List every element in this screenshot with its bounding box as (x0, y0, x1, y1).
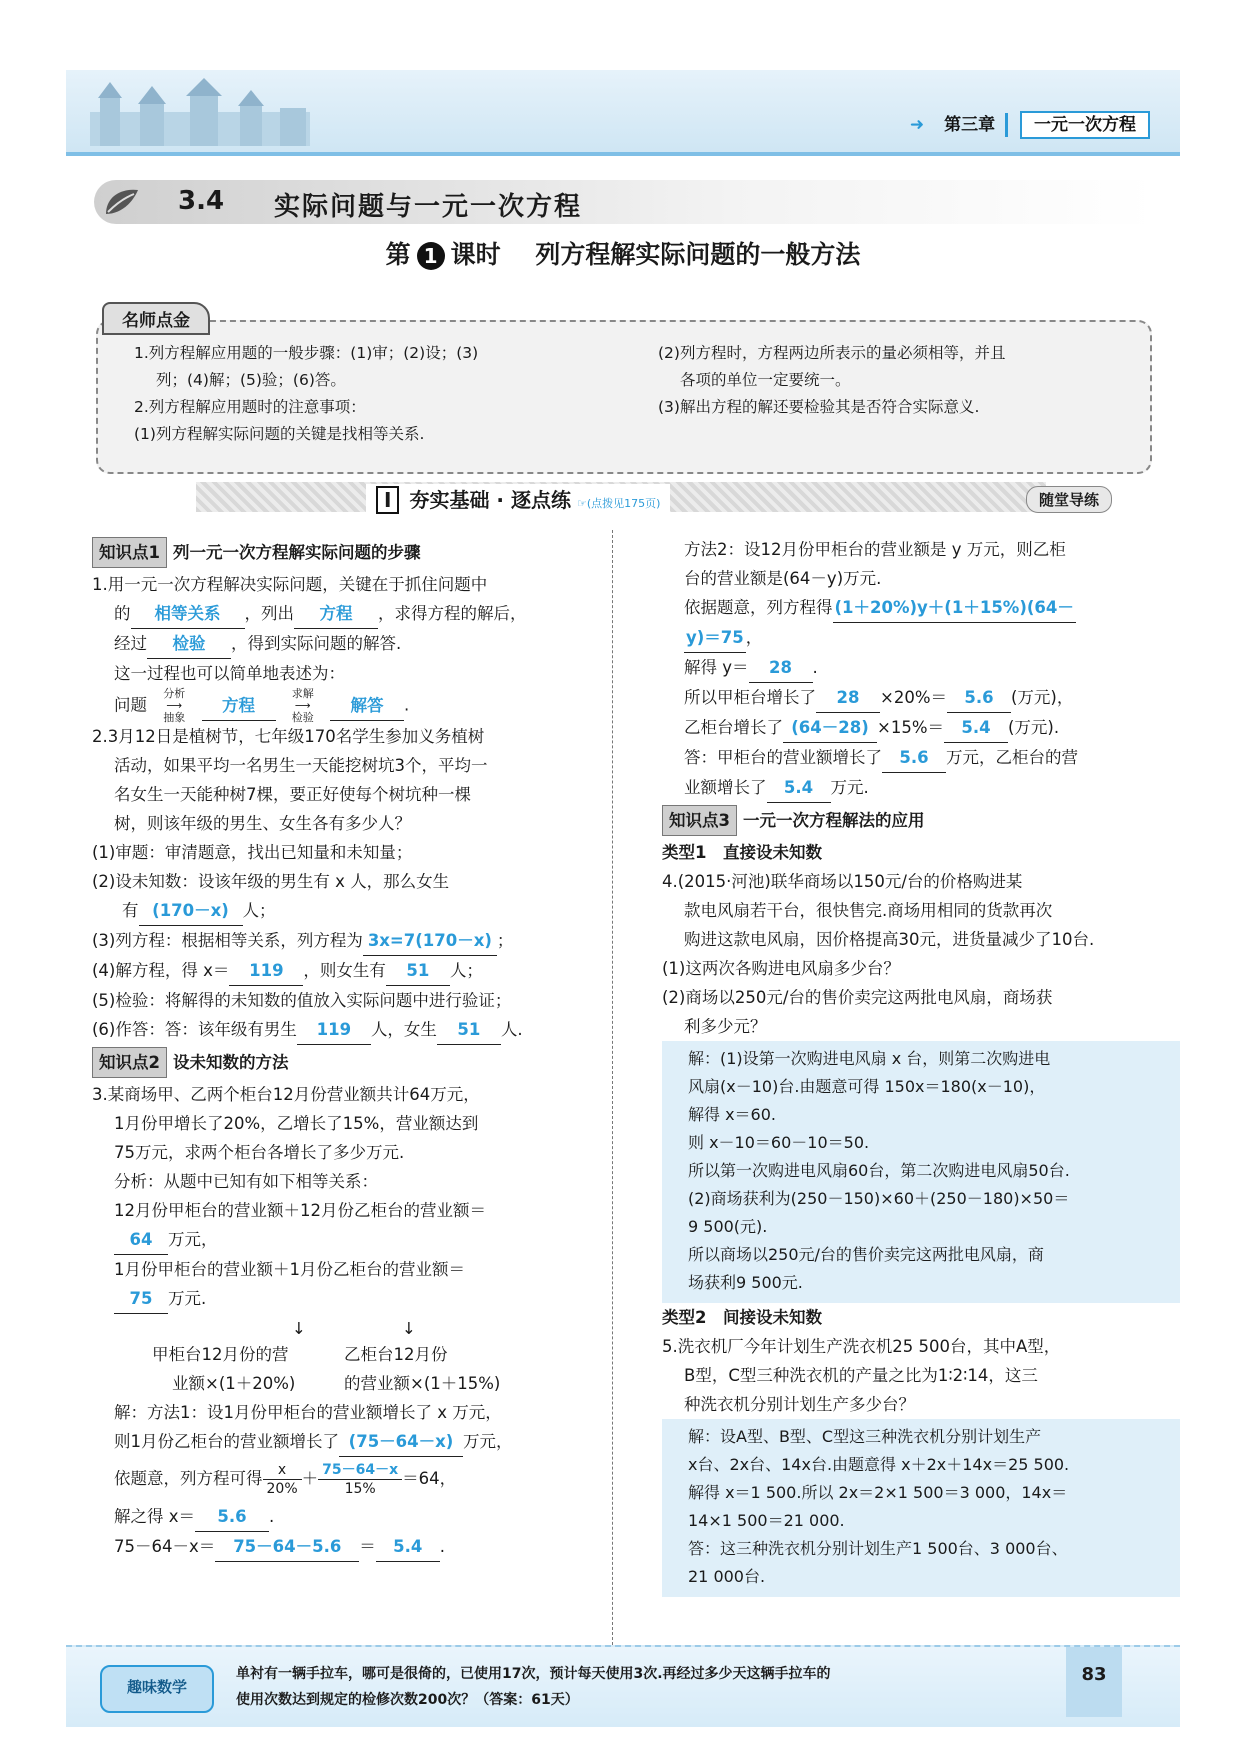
practice-badge: 随堂导练 (1026, 486, 1112, 513)
fun-line: 单衬有一辆手拉车，哪可是很倚的，已使用17次，预计每天使用3次.再经过多少天这辆手拉车的 (236, 1666, 831, 1682)
step-text: (1)审题：审清题意，找出已知量和未知量； (92, 843, 413, 862)
tips-box (96, 320, 1152, 474)
question-text: 种洗衣机分别计划生产多少台？ (684, 1395, 915, 1414)
question-text: 名女生一天能种树7棵，要正好使每个树坑种一棵 (114, 785, 471, 804)
section-title-bar (94, 180, 1154, 224)
answer: (75－64－x) (339, 1427, 463, 1457)
question-text: 5.洗衣机厂今年计划生产洗衣机25 500台，其中A型， (662, 1337, 1061, 1356)
tips-tag: 名师点金 (102, 302, 210, 335)
text: 所以甲柜台增长了 (684, 688, 816, 707)
text: (4)解方程，得 x＝ (92, 961, 230, 980)
kp-title: 列一元一次方程解实际问题的步骤 (172, 543, 421, 562)
answer: 5.4 (376, 1532, 440, 1562)
fun-math-text (236, 1661, 1016, 1713)
answer: 64 (114, 1225, 168, 1255)
tip-line: (2)列方程时，方程两边所表示的量必须相等，并且 (658, 344, 1006, 362)
method-text: 解：方法1：设1月份甲柜台的营业额增长了 x 万元， (114, 1403, 502, 1422)
lesson-name: 列方程解实际问题的一般方法 (535, 240, 861, 269)
solution-line: 解得 x＝1 500.所以 2x＝2×1 500＝3 000，14x＝ (688, 1483, 1068, 1502)
flow-label: 分析 (163, 687, 186, 700)
knowledge-point-3 (662, 805, 1180, 836)
question-text: 1.用一元一次方程解决实际问题，关键在于抓住问题中 (92, 575, 488, 594)
solution-line: x台、2x台、14x台.由题意得 x＋2x＋14x＝25 500. (688, 1455, 1070, 1474)
question-text: 购进这款电风扇，因价格提高30元，进货量减少了10台. (684, 930, 1095, 949)
lesson-suffix: 课时 (450, 240, 501, 269)
text: 依据题意，列方程得 (684, 598, 833, 617)
chapter-topic: 一元一次方程 (1020, 111, 1150, 139)
question-text: 树，则该年级的男生、女生各有多少人？ (114, 814, 411, 833)
answer: 75 (114, 1284, 168, 1314)
answer: (64－28) (783, 713, 877, 743)
answer: 方程 (294, 599, 378, 629)
answer: 5.6 (947, 683, 1011, 713)
lesson-number: 1 (417, 242, 445, 270)
text: (6)作答：答：该年级有男生 (92, 1020, 297, 1039)
relation-box-b (344, 1340, 604, 1398)
chapter-number: 第三章 (934, 113, 1008, 137)
answer: 119 (229, 956, 303, 986)
text: 人； (449, 961, 483, 980)
lesson-title (66, 235, 1180, 271)
denominator: 15% (344, 1481, 376, 1497)
question-text: 1月份甲增长了20%，乙增长了15%，营业额达到 (114, 1114, 479, 1133)
page-header (66, 70, 1180, 156)
text: 答：甲柜台的营业额增长了 (684, 748, 882, 767)
fun-math-badge: 趣味数学 (100, 1665, 214, 1713)
text: 万元. (830, 778, 869, 797)
step-text: (2)设未知数：设该年级的男生有 x 人，那么女生 (92, 872, 450, 891)
text: ，则女生有 (303, 961, 386, 980)
kp-tag: 知识点3 (662, 805, 737, 836)
text: 人，女生 (370, 1020, 437, 1039)
text: 万元， (168, 1230, 218, 1249)
arrow-icon: ➜ (909, 115, 925, 135)
band-title (366, 484, 670, 514)
tip-line: 1.列方程解应用题的一般步骤：(1)审；(2)设；(3) (134, 344, 479, 362)
arrow-icon: ⟶ (294, 699, 311, 712)
text: ，求得方程的解后， (378, 604, 527, 623)
answer: 5.4 (767, 773, 831, 803)
text: ＝ (359, 1537, 376, 1556)
leaf-icon (102, 186, 142, 218)
text: 解得 y＝ (684, 658, 749, 677)
solution-line: 所以第一次购进电风扇60台，第二次购进电风扇50台. (688, 1161, 1070, 1180)
text: 乙柜台12月份 (344, 1345, 448, 1364)
text: . (269, 1507, 275, 1526)
text: 依题意，列方程可得 (114, 1469, 263, 1488)
text: 有 (122, 901, 139, 920)
method-text: 台的营业额是(64－y)万元. (684, 569, 882, 588)
answer: 119 (297, 1015, 371, 1045)
arrow-icon: ⟶ (166, 699, 183, 712)
question-text: 活动，如果平均一名男生一天能挖树坑3个，平均一 (114, 756, 488, 775)
text: 解之得 x＝ (114, 1507, 196, 1526)
relation-boxes (92, 1340, 640, 1398)
page-footer (66, 1645, 1180, 1727)
question-text: 款电风扇若干台，很快售完.商场用相同的货款再次 (684, 901, 1053, 920)
kp-tag: 知识点1 (92, 537, 167, 568)
answer: 28 (816, 683, 880, 713)
flow-arrow-1 (152, 688, 196, 724)
solution-line: 解得 x＝60. (688, 1105, 777, 1124)
flow-start: 问题 (114, 695, 147, 715)
answer: 5.4 (944, 713, 1008, 743)
answer: 3x=7(170－x) (363, 926, 497, 956)
flow-label: 抽象 (163, 711, 186, 724)
text: 的营业额×(1＋15%) (344, 1374, 501, 1393)
type-heading: 类型2 间接设未知数 (662, 1308, 822, 1327)
band-ref: ☞(点拨见175页) (576, 497, 661, 510)
solution-line: 14×1 500＝21 000. (688, 1511, 845, 1530)
text: (万元). (1008, 718, 1060, 737)
answer: 方程 (202, 691, 276, 721)
tips-right (658, 340, 1138, 421)
solution-line: 场获利9 500元. (688, 1273, 803, 1292)
text: (万元)， (1011, 688, 1074, 707)
text: ×20%＝ (880, 688, 947, 707)
answer: 5.6 (195, 1502, 269, 1532)
numerator: 75－64－x (318, 1461, 402, 1480)
tips-left (134, 340, 634, 448)
solution-line: 则 x－10＝60－10＝50. (688, 1133, 870, 1152)
answer: 51 (437, 1015, 501, 1045)
text: ＋ (301, 1469, 319, 1488)
roman-numeral: I (376, 486, 399, 514)
right-column (662, 535, 1180, 1597)
text: . (439, 1537, 446, 1556)
analysis-text: 分析：从题中已知有如下相等关系： (114, 1172, 378, 1191)
flow-label: 求解 (291, 687, 314, 700)
kp-tag: 知识点2 (92, 1047, 167, 1078)
tip-line: 列；(4)解；(5)验；(6)答。 (156, 371, 346, 389)
solution-box-4 (662, 1041, 1180, 1303)
answer: 相等关系 (131, 599, 245, 629)
text: 的 (114, 604, 131, 623)
text: 万元. (168, 1289, 207, 1308)
knowledge-point-1 (92, 537, 640, 568)
solution-line: 9 500(元). (688, 1217, 768, 1236)
text: 75－64－x＝ (114, 1537, 216, 1556)
text: ； (496, 931, 514, 950)
answer: y)＝75 (684, 623, 746, 653)
text: 乙柜台增长了 (684, 718, 783, 737)
text: ×15%＝ (877, 718, 944, 737)
solution-line: 解：(1)设第一次购进电风扇 x 台，则第二次购进电 (688, 1049, 1051, 1068)
answer: 解答 (330, 691, 404, 721)
chapter-label (910, 110, 1150, 135)
text: ，列出 (244, 604, 294, 623)
fraction (263, 1461, 302, 1498)
question-text: 这一过程也可以简单地表述为： (114, 664, 345, 683)
text: 则1月份乙柜台的营业额增长了 (114, 1432, 339, 1451)
flow-diagram: 问题 分析 ⟶ 抽象 方程 求解 ⟶ 检验 解答 . (114, 687, 410, 724)
answer: 5.6 (882, 743, 946, 773)
text: ，得到实际问题的解答. (231, 634, 402, 653)
type-heading: 类型1 直接设未知数 (662, 843, 822, 862)
question-text: 4.(2015·河池)联华商场以150元/台的价格购进某 (662, 872, 1023, 891)
knowledge-point-2 (92, 1047, 640, 1078)
answer: 75－64－5.6 (215, 1532, 359, 1562)
text: 人. (500, 1020, 523, 1039)
section-number: 3.4 (178, 186, 225, 216)
page-number: 83 (1066, 1647, 1122, 1717)
down-arrow-icon: ↓ (402, 1319, 416, 1338)
left-column (92, 535, 640, 1562)
relation-arrows (92, 1314, 640, 1340)
kp-title: 设未知数的方法 (172, 1053, 289, 1072)
lesson-prefix: 第 (385, 240, 411, 269)
method-text: 方法2：设12月份甲柜台的营业额是 y 万元，则乙柜 (684, 540, 1066, 559)
analysis-text: 1月份甲柜台的营业额＋1月份乙柜台的营业额＝ (114, 1260, 465, 1279)
text: 万元， (463, 1432, 513, 1451)
answer: (1＋20%)y＋(1＋15%)(64－ (833, 593, 1076, 623)
text: (3)列方程：根据相等关系，列方程为 (92, 931, 363, 950)
text: 万元，乙柜台的营 (946, 748, 1078, 767)
solution-line: 答：这三种洗衣机分别计划生产1 500台、3 000台、 (688, 1539, 1068, 1558)
question-text: (1)这两次各购进电风扇多少台？ (662, 959, 900, 978)
text: 人； (242, 901, 276, 920)
question-text: 2.3月12日是植树节，七年级170名学生参加义务植树 (92, 727, 485, 746)
band-title-text: 夯实基础 · 逐点练 (409, 488, 571, 512)
tip-line: 各项的单位一定要统一。 (680, 371, 851, 389)
step-text: (5)检验：将解得的未知数的值放入实际问题中进行验证； (92, 991, 512, 1010)
question-text: 利多少元？ (684, 1017, 767, 1036)
question-text: 75万元，求两个柜台各增长了多少万元. (114, 1143, 405, 1162)
analysis-text: 12月份甲柜台的营业额＋12月份乙柜台的营业额＝ (114, 1201, 486, 1220)
solution-line: (2)商场获利为(250－150)×60＋(250－180)×50＝ (688, 1189, 1070, 1208)
question-text: 3.某商场甲、乙两个柜台12月份营业额共计64万元， (92, 1085, 480, 1104)
text: . (812, 658, 818, 677)
section-title: 实际问题与一元一次方程 (274, 192, 583, 222)
question-text: B型，C型三种洗衣机的产量之比为1∶2∶14，这三 (684, 1366, 1038, 1385)
tip-line: 2.列方程解应用题时的注意事项： (134, 398, 366, 416)
solution-line: 风扇(x－10)台.由题意可得 150x＝180(x－10)， (688, 1077, 1046, 1096)
answer: (170－x) (139, 896, 243, 926)
page (66, 40, 1180, 1720)
denominator: 20% (266, 1481, 298, 1497)
answer: 28 (749, 653, 813, 683)
flow-label: 检验 (291, 711, 314, 724)
text: ， (745, 628, 763, 647)
text: 经过 (114, 634, 147, 653)
fun-line: 使用次数达到规定的检修次数200次？（答案：61天） (236, 1692, 579, 1708)
text: 甲柜台12月份的营 (152, 1345, 289, 1364)
solution-line: 解：设A型、B型、C型这三种洗衣机分别计划生产 (688, 1427, 1042, 1446)
answer: 51 (386, 956, 450, 986)
solution-line: 所以商场以250元/台的售价卖完这两批电风扇，商 (688, 1245, 1044, 1264)
solution-line: 21 000台. (688, 1567, 766, 1586)
answer: 检验 (147, 629, 231, 659)
text: ＝64， (402, 1469, 457, 1488)
tip-line: (3)解出方程的解还要检验其是否符合实际意义. (658, 398, 980, 416)
text: 业额×(1＋20%) (172, 1374, 296, 1393)
question-text: (2)商场以250元/台的售价卖完这两批电风扇，商场获 (662, 988, 1053, 1007)
solution-box-5 (662, 1419, 1180, 1597)
down-arrow-icon: ↓ (292, 1319, 306, 1338)
kp-title: 一元一次方程解法的应用 (742, 811, 925, 830)
flow-arrow-2 (281, 688, 325, 724)
tip-line: (1)列方程解实际问题的关键是找相等关系. (134, 425, 425, 443)
text: 业额增长了 (684, 778, 767, 797)
numerator: x (263, 1461, 302, 1480)
fraction (318, 1461, 402, 1498)
relation-box-a (152, 1340, 342, 1398)
castle-illustration (80, 78, 320, 148)
